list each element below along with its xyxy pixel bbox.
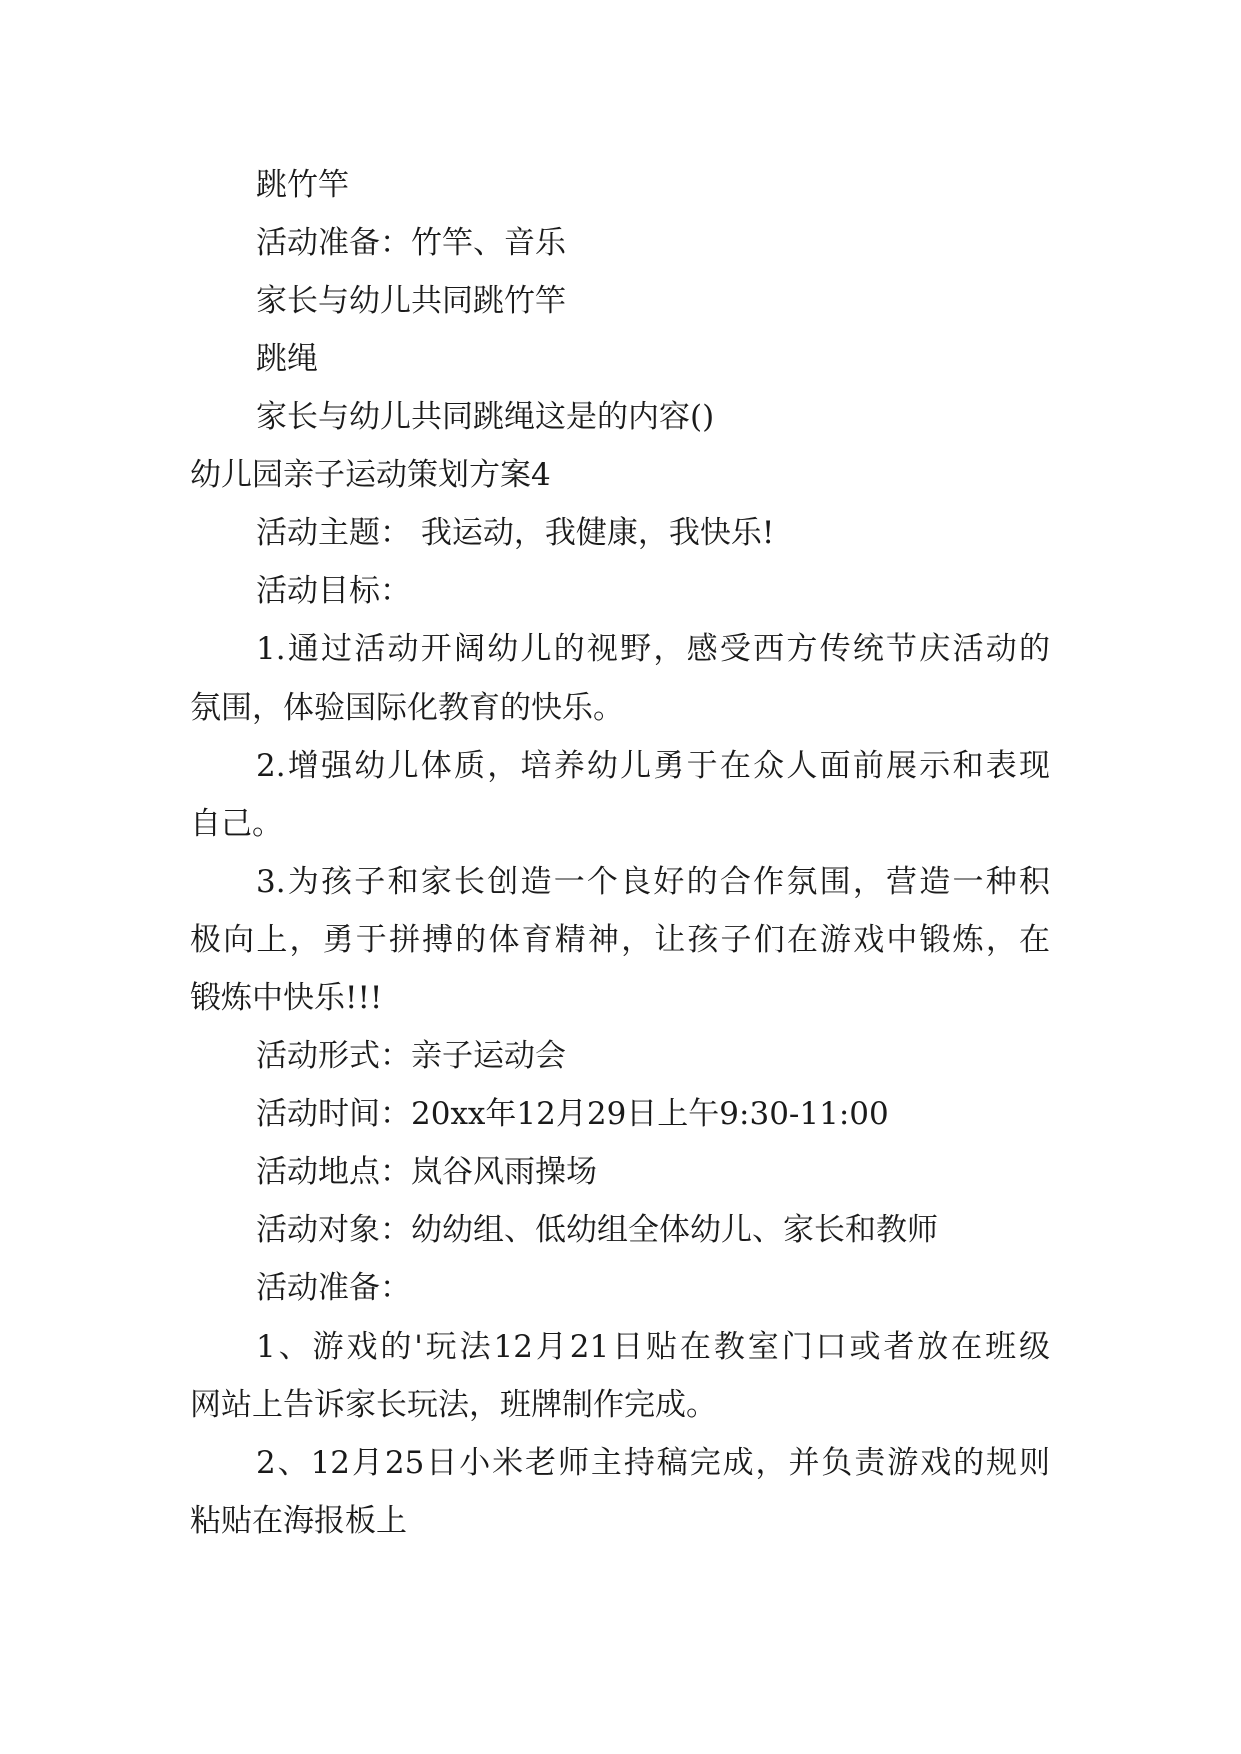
text-line: 粘贴在海报板上 (190, 1503, 407, 1539)
text-line: 活动准备：竹竿、音乐 (256, 225, 566, 261)
text-line: 锻炼中快乐!!! (190, 980, 383, 1016)
text-line: 家长与幼儿共同跳竹竿 (256, 283, 566, 319)
section-heading: 幼儿园亲子运动策划方案4 (190, 457, 551, 493)
text-line: 活动目标： (256, 573, 411, 609)
text-line: 氛围，体验国际化教育的快乐。 (190, 690, 624, 726)
text-line: 跳竹竿 (256, 167, 349, 203)
text-line: 自己。 (190, 806, 283, 842)
text-line: 活动对象：幼幼组、低幼组全体幼儿、家长和教师 (256, 1212, 938, 1248)
text-line: 2、12月25日小米老师主持稿完成，并负责游戏的规则 (256, 1445, 1050, 1481)
text-line: 活动准备： (256, 1270, 411, 1306)
text-line: 网站上告诉家长玩法，班牌制作完成。 (190, 1387, 717, 1423)
text-line: 跳绳 (256, 341, 318, 377)
text-line: 家长与幼儿共同跳绳这是的内容() (256, 399, 715, 435)
text-line: 1、游戏的'玩法12月21日贴在教室门口或者放在班级 (256, 1329, 1050, 1365)
text-line: 1.通过活动开阔幼儿的视野，感受西方传统节庆活动的 (256, 631, 1050, 667)
text-line: 2.增强幼儿体质，培养幼儿勇于在众人面前展示和表现 (256, 748, 1050, 784)
text-line: 活动主题： 我运动，我健康，我快乐! (256, 515, 775, 551)
text-line: 活动形式：亲子运动会 (256, 1038, 566, 1074)
text-line: 活动时间：20xx年12月29日上午9:30-11:00 (256, 1096, 889, 1132)
text-line: 3.为孩子和家长创造一个良好的合作氛围，营造一种积 (256, 864, 1050, 900)
text-line: 活动地点：岚谷风雨操场 (256, 1154, 597, 1190)
text-line: 极向上，勇于拼搏的体育精神，让孩子们在游戏中锻炼，在 (190, 922, 1050, 958)
